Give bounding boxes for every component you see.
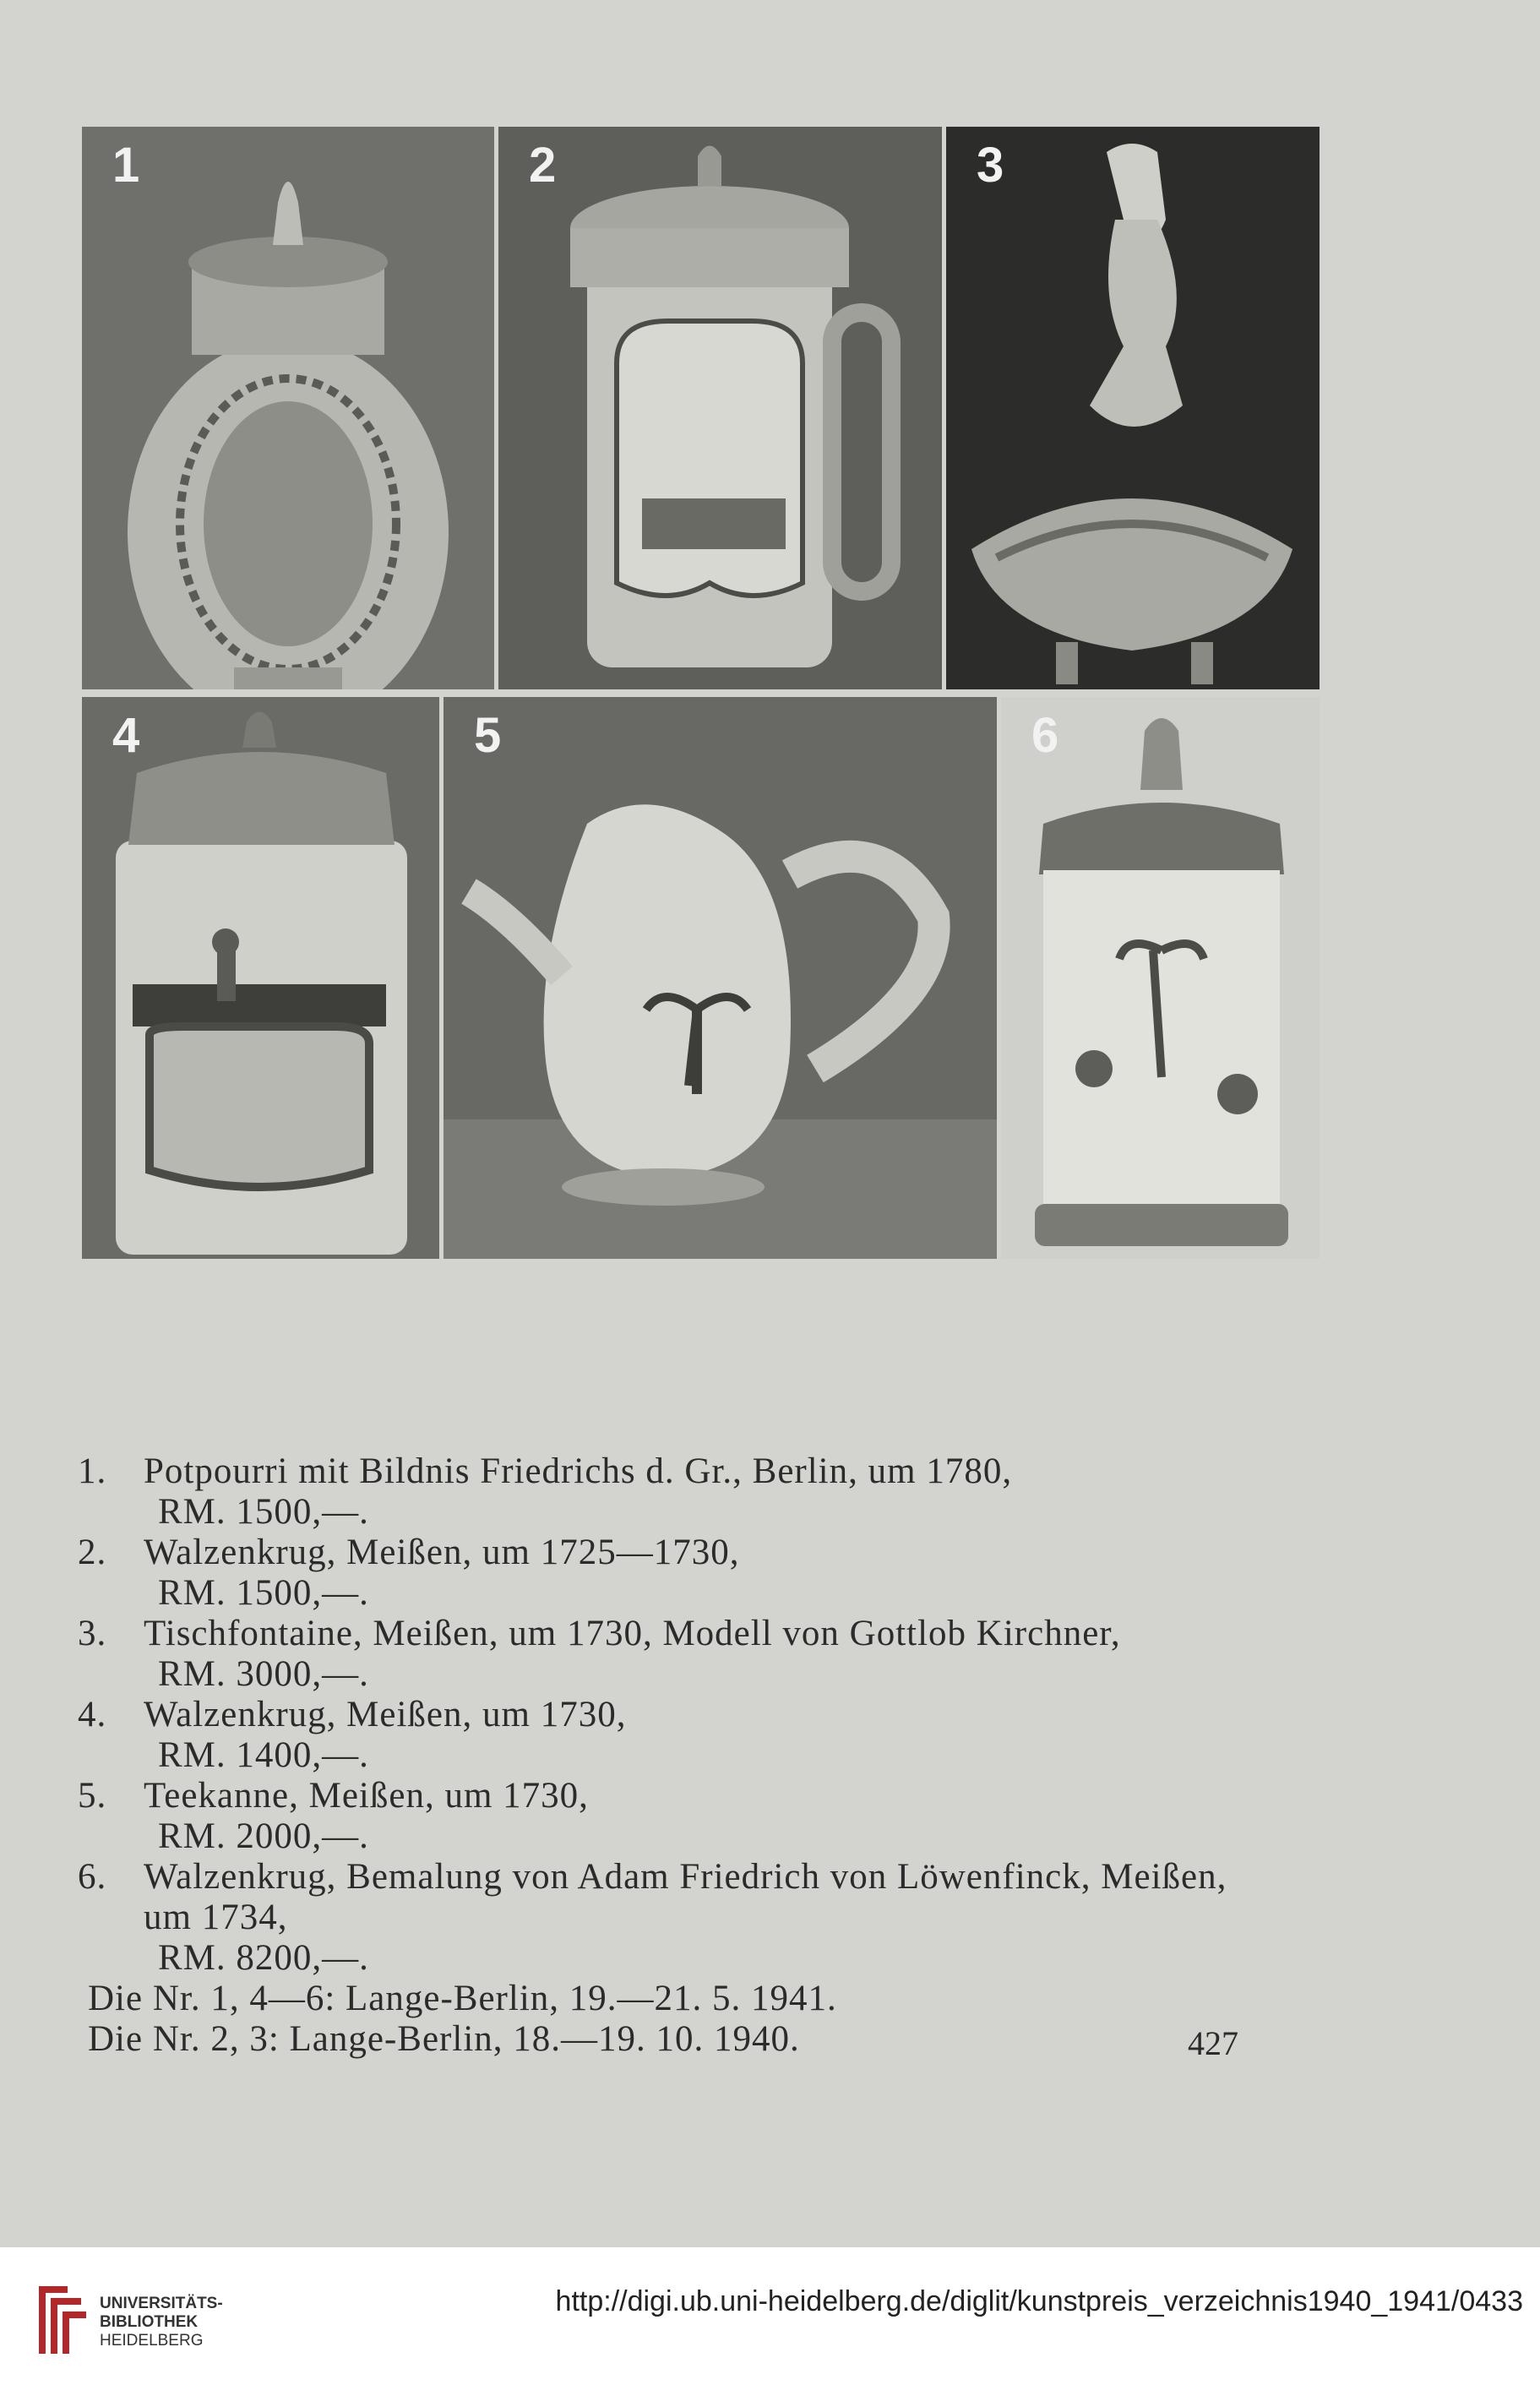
plate-3 (946, 127, 1320, 689)
caption-price: RM. 1400,—. (158, 1735, 369, 1775)
library-name-line: HEIDELBERG (100, 2332, 204, 2350)
caption-text: Walzenkrug, Bemalung von Adam Friedrich von Löwenfinck, Meißen, (144, 1857, 1227, 1897)
caption-number: 5. (78, 1776, 107, 1816)
plate-number-6: 6 (1031, 708, 1059, 763)
caption-note: Die Nr. 2, 3: Lange-Berlin, 18.—19. 10. 1940. (88, 2019, 800, 2059)
footer-bar (0, 2247, 1540, 2385)
caption-text: Potpourri mit Bildnis Friedrichs d. Gr., Berlin, um 1780, (144, 1451, 1013, 1491)
table-fountain-image (946, 127, 1320, 689)
library-name-line: BIBLIOTHEK (100, 2313, 199, 2331)
caption-price: RM. 3000,—. (158, 1654, 369, 1694)
plate-5 (443, 697, 997, 1259)
tankard-image (1001, 697, 1320, 1259)
caption-text: Tischfontaine, Meißen, um 1730, Modell von Gottlob Kirchner, (144, 1614, 1121, 1653)
library-name-line: UNIVERSITÄTS- (100, 2295, 223, 2312)
caption-text: Walzenkrug, Meißen, um 1730, (144, 1695, 627, 1734)
caption-continuation: um 1734, (144, 1898, 288, 1937)
plate-4 (82, 697, 439, 1259)
plate-number-4: 4 (112, 708, 140, 763)
caption-text: Teekanne, Meißen, um 1730, (144, 1776, 589, 1816)
tankard-image (82, 697, 439, 1259)
plate-number-2: 2 (529, 138, 557, 193)
caption-text: Walzenkrug, Meißen, um 1725—1730, (144, 1533, 740, 1572)
caption-item (78, 1695, 1396, 1735)
caption-item (78, 1857, 1396, 1898)
source-url-link[interactable]: http://digi.ub.uni-heidelberg.de/diglit/kunstpreis_verzeichnis1940_1941/0433 (555, 2285, 1523, 2317)
potpourri-vase-image (82, 127, 494, 689)
caption-note: Die Nr. 1, 4—6: Lange-Berlin, 19.—21. 5. 1941. (88, 1979, 837, 2018)
caption-price: RM. 2000,—. (158, 1816, 369, 1856)
plate-6 (1001, 697, 1320, 1259)
tankard-image (498, 127, 942, 689)
plate-2 (498, 127, 942, 689)
caption-number: 3. (78, 1614, 107, 1653)
plate-1 (82, 127, 494, 689)
caption-number: 6. (78, 1857, 107, 1897)
caption-price: RM. 8200,—. (158, 1938, 369, 1978)
plate-number-1: 1 (112, 138, 140, 193)
caption-price: RM. 1500,—. (158, 1492, 369, 1532)
teapot-image (443, 697, 997, 1259)
caption-number: 2. (78, 1533, 107, 1572)
caption-item (78, 1533, 1396, 1573)
plate-number-5: 5 (474, 708, 502, 763)
page-number: 427 (1188, 2024, 1238, 2062)
caption-item (78, 1614, 1396, 1654)
plate-number-3: 3 (977, 138, 1004, 193)
caption-number: 4. (78, 1695, 107, 1734)
caption-number: 1. (78, 1451, 107, 1491)
caption-price: RM. 1500,—. (158, 1573, 369, 1613)
caption-item (78, 1776, 1396, 1816)
library-name (100, 2295, 223, 2350)
caption-list (78, 1451, 1396, 2060)
library-logo-icon (34, 2281, 90, 2359)
caption-item (78, 1451, 1396, 1492)
